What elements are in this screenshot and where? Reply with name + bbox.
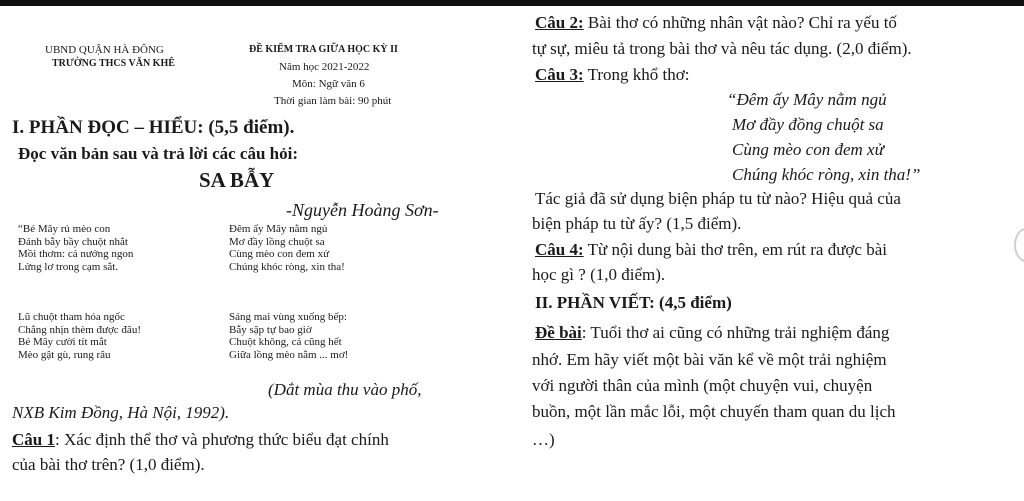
verse-line: Mèo gật gù, rung râu (18, 348, 111, 361)
question-4 (535, 240, 887, 260)
writing-task-line: nhớ. Em hãy viết một bài văn kể về một trải nghiệm (532, 350, 887, 369)
stanza-1 (18, 223, 133, 273)
section1-heading: I. PHẦN ĐỌC – HIỂU: (5,5 điểm). (12, 117, 295, 138)
question-1-label: Câu 1 (12, 430, 55, 449)
verse-line: Bẫy sập tự bao giờ (229, 323, 312, 336)
school-name: TRƯỜNG THCS VĂN KHÊ (52, 58, 175, 69)
question-2-label: Câu 2: (535, 13, 584, 32)
question-1-text: : Xác định thể thơ và phương thức biểu đạt chính (54, 430, 389, 449)
verse-line: Cùng mèo con đem xử (229, 248, 330, 260)
question-4-text: Từ nội dung bài thơ trên, em rút ra được bài (583, 240, 887, 259)
verse-line: Chẳng nhịn thèm được đâu! (18, 323, 141, 336)
stanza-4 (229, 311, 348, 361)
writing-task-line: với người thân của mình (một chuyện vui, chuyện (532, 376, 873, 395)
question-3-text: Trong khổ thơ: (583, 65, 690, 84)
question-4-label: Câu 4: (535, 240, 584, 259)
stanza-2 (229, 223, 345, 273)
poem-title: SA BẪY (199, 168, 275, 192)
verse-line: Bé Mây cười tít mắt (18, 336, 107, 348)
duration: Thời gian làm bài: 90 phút (274, 95, 392, 107)
verse-line: Mồi thơm: cá nướng ngon (18, 248, 134, 260)
verse-line: Sáng mai vùng xuống bếp: (229, 311, 347, 323)
verse-line: Đánh bẫy bầy chuột nhắt (18, 235, 128, 248)
source-line-1: (Dắt mùa thu vào phố, (268, 380, 422, 399)
question-3 (535, 65, 689, 85)
section2-heading: II. PHẦN VIẾT: (4,5 điểm) (535, 293, 732, 312)
writing-task-line: buồn, một lần mắc lỗi, một chuyến tham quan du lịch (532, 402, 896, 421)
district-name: UBND QUẬN HÀ ĐÔNG (45, 44, 164, 56)
verse-line: Giữa lồng mèo nằm ... mơ! (229, 348, 349, 361)
question-2 (535, 13, 897, 33)
question-4-cont: học gì ? (1,0 điểm). (532, 265, 666, 284)
school-year: Năm học 2021-2022 (279, 61, 370, 73)
instruction: Đọc văn bản sau và trả lời các câu hỏi: (18, 144, 299, 163)
quoted-line: Mơ đầy đồng chuột sa (732, 115, 884, 134)
top-bar (0, 0, 1024, 6)
verse-line: Lửng lơ trong cạm sắt. (18, 260, 119, 273)
exam-title: ĐỀ KIỂM TRA GIỮA HỌC KỲ II (249, 44, 398, 55)
quoted-line: “Đêm ấy Mây nằm ngủ (727, 90, 887, 109)
source-line-2: NXB Kim Đồng, Hà Nội, 1992). (12, 403, 230, 422)
writing-task (535, 323, 889, 343)
quoted-line: Chúng khóc ròng, xin tha!” (732, 165, 921, 184)
writing-task-line: …) (532, 430, 555, 449)
question-3-after-1: Tác giả đã sử dụng biện pháp tu từ nào? Hiệu quả của (535, 189, 901, 208)
page-edge-shadow (1014, 228, 1024, 262)
poem-author: -Nguyễn Hoàng Sơn- (286, 200, 439, 220)
question-3-label: Câu 3: (535, 65, 584, 84)
writing-task-label: Đề bài (535, 323, 582, 342)
stanza-3 (18, 311, 141, 361)
question-2-text: Bài thơ có những nhân vật nào? Chỉ ra yếu tố (583, 13, 897, 32)
question-1 (12, 430, 389, 450)
question-3-after-2: biện pháp tu từ ấy? (1,5 điểm). (532, 214, 742, 233)
verse-line: Chúng khóc ròng, xin tha! (229, 260, 345, 273)
verse-line: Lũ chuột tham hóa ngốc (18, 311, 125, 323)
quoted-line: Cùng mèo con đem xử (732, 140, 884, 159)
verse-line: “Bé Mây rủ mèo con (18, 223, 111, 235)
writing-task-text: : Tuổi thơ ai cũng có những trải nghiệm đáng (581, 323, 890, 342)
verse-line: Đêm ấy Mây nằm ngủ (229, 223, 328, 235)
question-2-cont: tự sự, miêu tả trong bài thơ và nêu tác dụng. (2,0 điểm). (532, 39, 912, 58)
subject: Môn: Ngữ văn 6 (292, 78, 365, 90)
question-1-cont: của bài thơ trên? (1,0 điểm). (12, 455, 205, 474)
verse-line: Mơ đầy lồng chuột sa (229, 235, 325, 248)
verse-line: Chuột không, cá cũng hết (229, 336, 342, 348)
